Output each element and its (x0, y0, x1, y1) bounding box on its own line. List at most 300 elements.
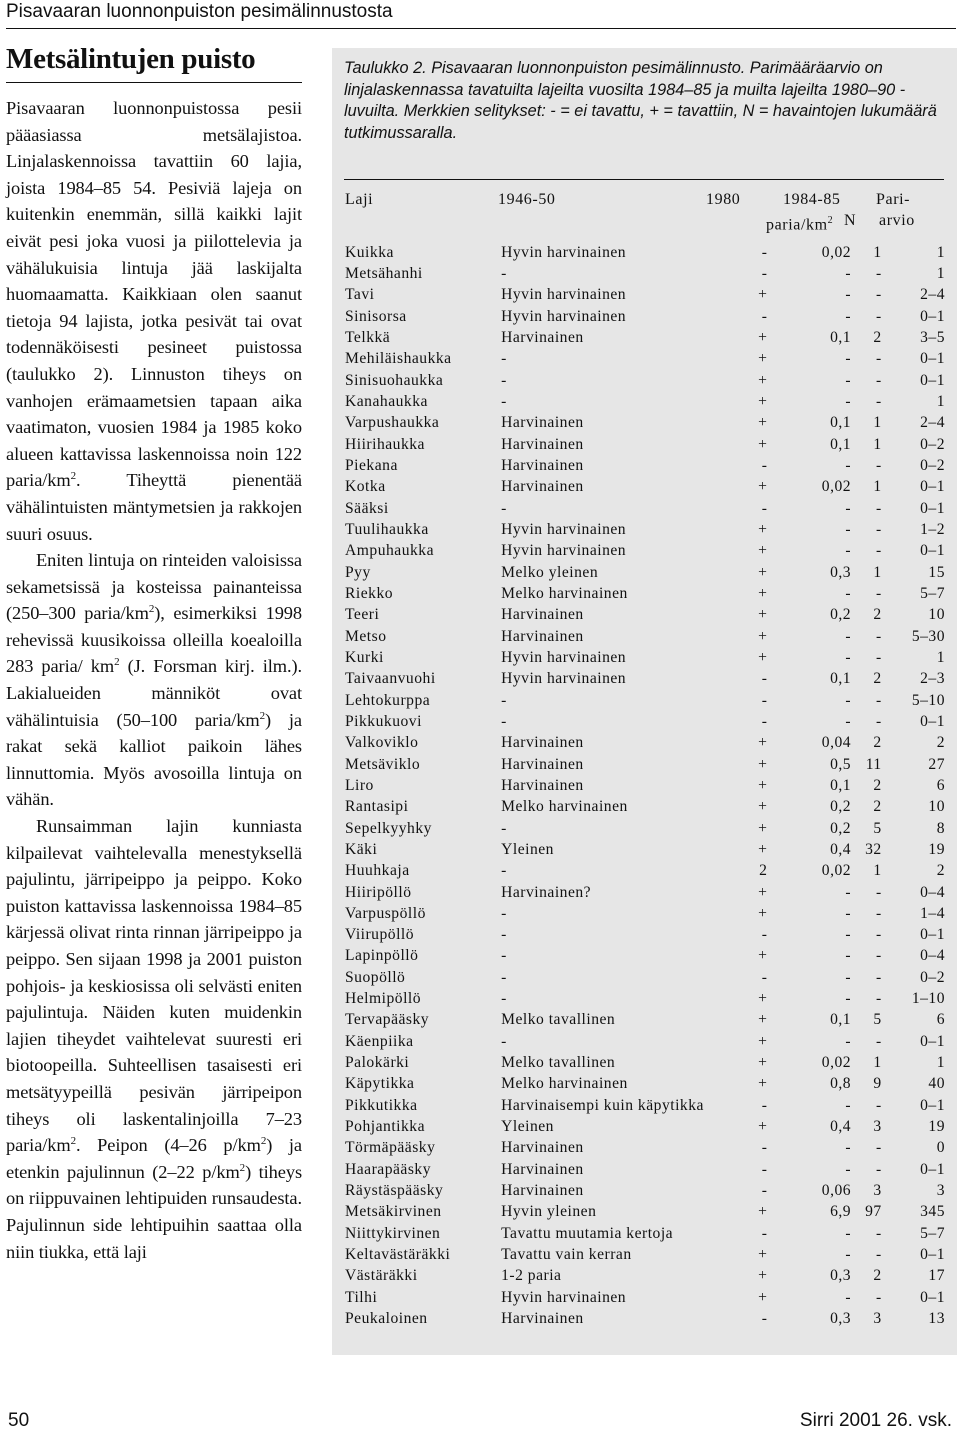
species-name: Suopöllö (345, 968, 406, 986)
density-1984-85: 0,3 (830, 1310, 852, 1328)
observation-count: 1 (873, 435, 882, 453)
species-name: Sääksi (345, 499, 389, 517)
status-1946-50: - (501, 926, 507, 944)
status-1946-50: Melko harvinainen (501, 584, 628, 602)
density-1984-85: 0,4 (830, 840, 852, 858)
pair-estimate: 0–1 (920, 926, 945, 944)
species-name: Metsäkirvinen (345, 1203, 442, 1221)
pair-estimate: 13 (928, 1310, 945, 1328)
observation-count: 2 (873, 734, 882, 752)
species-name: Varpuspöllö (345, 904, 426, 922)
density-1984-85: - (845, 1032, 852, 1050)
density-1984-85: - (845, 264, 852, 282)
species-name: Tuulihaukka (345, 520, 429, 538)
species-name: Västäräkki (345, 1267, 418, 1285)
observation-count: - (876, 883, 882, 901)
pair-estimate: 0 (936, 1139, 945, 1157)
table-row (345, 1202, 945, 1223)
species-name: Lehtokurppa (345, 691, 431, 709)
record-1980: 2 (759, 862, 768, 880)
observation-count: - (876, 904, 882, 922)
record-1980: + (758, 414, 768, 432)
status-1946-50: - (501, 691, 507, 709)
pair-estimate: 1–4 (920, 904, 945, 922)
status-1946-50: Harvinainen (501, 627, 584, 645)
density-1984-85: - (845, 990, 852, 1008)
status-1946-50: - (501, 712, 507, 730)
density-1984-85: 6,9 (830, 1203, 852, 1221)
species-name: Niittykirvinen (345, 1224, 441, 1242)
pair-estimate: 1 (936, 392, 945, 410)
record-1980: + (758, 286, 768, 304)
status-1946-50: - (501, 968, 507, 986)
species-name: Palokärki (345, 1054, 410, 1072)
species-name: Keltavästäräkki (345, 1246, 451, 1264)
record-1980: - (761, 691, 768, 709)
table-row (345, 306, 945, 327)
superscript: 2 (239, 1161, 246, 1174)
pair-estimate: 0–4 (920, 947, 945, 965)
record-1980: + (758, 1203, 768, 1221)
density-1984-85: - (845, 350, 852, 368)
table-row (345, 519, 945, 540)
status-1946-50: Hyvin harvinainen (501, 1288, 627, 1306)
observation-count: - (876, 264, 882, 282)
table-row (345, 477, 945, 498)
table-body (345, 242, 945, 1330)
status-1946-50: Hyvin harvinainen (501, 243, 627, 261)
record-1980: + (758, 798, 768, 816)
pair-estimate: 0–4 (920, 883, 945, 901)
density-1984-85: - (845, 926, 852, 944)
species-name: Räystäspääsky (345, 1182, 444, 1200)
record-1980: + (758, 904, 768, 922)
record-1980: - (761, 1139, 768, 1157)
species-name: Metso (345, 627, 387, 645)
journal-issue: Sirri 2001 26. vsk. (799, 1410, 952, 1431)
observation-count: - (876, 947, 882, 965)
table-row (345, 1266, 945, 1287)
status-1946-50: Hyvin yleinen (501, 1203, 597, 1221)
record-1980: + (758, 563, 768, 581)
pair-estimate: 1 (936, 243, 945, 261)
species-name: Peukaloinen (345, 1310, 428, 1328)
density-1984-85: 0,06 (821, 1182, 852, 1200)
pair-estimate: 3–5 (920, 328, 945, 346)
pair-estimate: 5–10 (911, 691, 945, 709)
species-name: Telkkä (345, 328, 391, 346)
record-1980: + (758, 755, 768, 773)
density-1984-85: - (845, 947, 852, 965)
status-1946-50: Harvinainen (501, 606, 584, 624)
observation-count: 3 (873, 1310, 882, 1328)
table-row (345, 1031, 945, 1052)
density-1984-85: 0,5 (830, 755, 852, 773)
table-row (345, 733, 945, 754)
page-number: 50 (8, 1410, 30, 1431)
record-1980: + (758, 371, 768, 389)
table-panel (332, 48, 957, 1355)
density-1984-85: - (845, 968, 852, 986)
species-name: Tilhi (345, 1288, 378, 1306)
pair-estimate: 1 (936, 1054, 945, 1072)
table-row (345, 391, 945, 412)
species-name: Sepelkyyhky (345, 819, 432, 837)
density-1984-85: 0,2 (830, 819, 852, 837)
status-1946-50: Harvinainen (501, 755, 584, 773)
pair-estimate: 0–1 (920, 1288, 945, 1306)
observation-count: - (876, 520, 882, 538)
density-1984-85: 0,3 (830, 563, 852, 581)
status-1946-50: Harvinainen (501, 456, 584, 474)
observation-count: 97 (865, 1203, 882, 1221)
status-1946-50: Harvinainen (501, 1160, 584, 1178)
paragraph-2 (6, 547, 302, 813)
superscript: 2 (70, 1135, 76, 1148)
species-name: Kanahaukka (345, 392, 428, 410)
status-1946-50: Harvinainen? (501, 883, 592, 901)
pair-estimate: 10 (928, 606, 945, 624)
density-1984-85: - (845, 286, 852, 304)
record-1980: + (758, 520, 768, 538)
status-1946-50: Harvinainen (501, 328, 584, 346)
status-1946-50: Tavattu vain kerran (501, 1246, 632, 1264)
status-1946-50: - (501, 862, 507, 880)
pair-estimate: 2–4 (920, 286, 945, 304)
pair-estimate: 0–1 (920, 1246, 945, 1264)
observation-count: 5 (873, 1011, 882, 1029)
status-1946-50: Hyvin harvinainen (501, 542, 627, 560)
species-name: Haarapääsky (345, 1160, 432, 1178)
record-1980: + (758, 435, 768, 453)
table-row (345, 1074, 945, 1095)
record-1980: + (758, 1246, 768, 1264)
observation-count: - (876, 1288, 882, 1306)
superscript: 2 (70, 470, 76, 483)
species-name: Riekko (345, 584, 394, 602)
status-1946-50: Melko harvinainen (501, 1075, 628, 1093)
table-row (345, 903, 945, 924)
observation-count: 2 (873, 670, 882, 688)
table-row (345, 1287, 945, 1308)
paragraph-2-c: (J. Forsman kirj. ilm.). Lakialueiden männiköt ovat vähälintuisia (50–100 paria/km (6, 656, 302, 730)
record-1980: + (758, 542, 768, 560)
header-unit-text: paria/km (766, 216, 828, 234)
pair-estimate: 0–1 (920, 371, 945, 389)
pair-estimate: 0–1 (920, 1160, 945, 1178)
table-row (345, 839, 945, 860)
density-1984-85: 0,1 (830, 776, 852, 794)
species-name: Pyy (345, 563, 371, 581)
status-1946-50: Harvinainen (501, 435, 584, 453)
observation-count: - (876, 456, 882, 474)
species-name: Törmäpääsky (345, 1139, 436, 1157)
superscript: 2 (260, 1135, 267, 1148)
species-name: Tervapääsky (345, 1011, 430, 1029)
status-1946-50: Hyvin harvinainen (501, 286, 627, 304)
status-1946-50: Harvinainen (501, 1182, 584, 1200)
observation-count: 1 (873, 563, 882, 581)
table-row (345, 925, 945, 946)
record-1980: + (758, 1118, 768, 1136)
status-1946-50: Harvinainen (501, 414, 584, 432)
record-1980: - (761, 456, 768, 474)
species-name: Pohjantikka (345, 1118, 425, 1136)
species-name: Taivaanvuohi (345, 670, 436, 688)
observation-count: - (876, 499, 882, 517)
table-row (345, 583, 945, 604)
density-1984-85: - (845, 307, 852, 325)
pair-estimate: 0–2 (920, 435, 945, 453)
density-1984-85: - (845, 499, 852, 517)
pair-estimate: 3 (936, 1182, 945, 1200)
status-1946-50: Melko tavallinen (501, 1054, 616, 1072)
header-pari: Pari- (876, 191, 911, 208)
header-1946-50: 1946-50 (498, 191, 556, 208)
pair-estimate: 6 (936, 776, 945, 794)
pair-estimate: 0–2 (920, 456, 945, 474)
species-name: Huuhkaja (345, 862, 410, 880)
pair-estimate: 15 (928, 563, 945, 581)
table-row (345, 1244, 945, 1265)
density-1984-85: 0,2 (830, 798, 852, 816)
status-1946-50: Melko harvinainen (501, 798, 628, 816)
record-1980: + (758, 1054, 768, 1072)
density-1984-85: 0,1 (830, 1011, 852, 1029)
observation-count: 2 (873, 328, 882, 346)
observation-count: 2 (873, 1267, 882, 1285)
observation-count: - (876, 392, 882, 410)
observation-count: - (876, 1096, 882, 1114)
density-1984-85: 0,02 (821, 1054, 852, 1072)
observation-count: - (876, 926, 882, 944)
breeding-bird-table (345, 242, 945, 1330)
status-1946-50: Harvinainen (501, 478, 584, 496)
table-row (345, 647, 945, 668)
table-row (345, 1308, 945, 1329)
status-1946-50: Harvinainen (501, 1139, 584, 1157)
density-1984-85: 0,02 (821, 478, 852, 496)
species-name: Kuikka (345, 243, 394, 261)
species-name: Metsähanhi (345, 264, 423, 282)
pair-estimate: 0–1 (920, 499, 945, 517)
density-1984-85: 0,04 (821, 734, 852, 752)
species-name: Pikkutikka (345, 1096, 418, 1114)
observation-count: 3 (873, 1118, 882, 1136)
status-1946-50: Tavattu muutamia kertoja (501, 1224, 674, 1242)
record-1980: + (758, 734, 768, 752)
table-row (345, 370, 945, 391)
density-1984-85: 0,2 (830, 606, 852, 624)
observation-count: 9 (873, 1075, 882, 1093)
paragraph-3-a: Runsaimman lajin kunniasta kilpailevat vaihtelevalla menestyksellä pajulintu, järripeippo ja peippo. Koko puiston kattavissa laskennoissa 1984–85 kärjessä olivat rinta rinnan järripeippo ja peippo. Sen sijaan 1998 ja 2001 puiston pohjois- ja keskiosissa oli selvästi eniten pajulintuja. Näiden kuten muidenkin lajien tiheydet vaihtelevat suuresti eri biotoopeilla. Suhteellisen tasaisesti eri metsätyypeillä pesivän järripeipon tiheys oli laskentalinjoilla 7–23 paria/km (6, 816, 302, 1156)
header-1980: 1980 (706, 191, 741, 208)
pair-estimate: 0–1 (920, 712, 945, 730)
species-name: Helmipöllö (345, 990, 422, 1008)
record-1980: - (761, 243, 768, 261)
table-row (345, 669, 945, 690)
record-1980: - (761, 307, 768, 325)
observation-count: 5 (873, 819, 882, 837)
observation-count: - (876, 648, 882, 666)
species-name: Lapinpöllö (345, 947, 419, 965)
record-1980: + (758, 648, 768, 666)
species-name: Tavi (345, 286, 375, 304)
status-1946-50: - (501, 947, 507, 965)
species-name: Sinisuohaukka (345, 371, 444, 389)
pair-estimate: 10 (928, 798, 945, 816)
record-1980: + (758, 606, 768, 624)
species-name: Mehiläishaukka (345, 350, 452, 368)
species-name: Metsäviklo (345, 755, 421, 773)
pair-estimate: 345 (920, 1203, 945, 1221)
observation-count: - (876, 691, 882, 709)
record-1980: + (758, 1267, 768, 1285)
table-row (345, 349, 945, 370)
table-row (345, 1180, 945, 1201)
record-1980: - (761, 1096, 768, 1114)
pair-estimate: 5–7 (920, 584, 945, 602)
pair-estimate: 40 (928, 1075, 945, 1093)
pair-estimate: 0–1 (920, 350, 945, 368)
record-1980: - (761, 968, 768, 986)
table-row (345, 541, 945, 562)
species-name: Hiirihaukka (345, 435, 425, 453)
table-row (345, 988, 945, 1009)
record-1980: + (758, 840, 768, 858)
paragraph-3-d: ) tiheys on riippuvainen lehtipuiden runsaudesta. Pajulinnun side lehtipuihin saattaa olla niin tiukka, että laji (6, 1161, 302, 1262)
pair-estimate: 1–10 (911, 990, 945, 1008)
header-unit (766, 211, 833, 235)
record-1980: + (758, 776, 768, 794)
paragraph-2-b: ), esimerkiksi 1998 rehevissä kuusikoissa olleilla koealoilla 283 paria/ km (6, 603, 302, 677)
pair-estimate: 1 (936, 648, 945, 666)
density-1984-85: - (845, 1096, 852, 1114)
superscript: 2 (148, 603, 155, 616)
record-1980: - (761, 1182, 768, 1200)
status-1946-50: Hyvin harvinainen (501, 670, 627, 688)
pair-estimate: 0–1 (920, 307, 945, 325)
header-1984-85: 1984-85 (783, 191, 841, 208)
observation-count: 2 (873, 606, 882, 624)
observation-count: - (876, 1139, 882, 1157)
table-row (345, 562, 945, 583)
table-row (345, 690, 945, 711)
density-1984-85: - (845, 712, 852, 730)
density-1984-85: - (845, 1246, 852, 1264)
paragraph-2-a: Eniten lintuja on rinteiden valoisissa sekametsissä ja kosteissa painanteissa (250–300 paria/km (6, 550, 302, 624)
observation-count: - (876, 350, 882, 368)
species-name: Pikkukuovi (345, 712, 422, 730)
observation-count: - (876, 1246, 882, 1264)
species-name: Käenpiika (345, 1032, 414, 1050)
density-1984-85: - (845, 1160, 852, 1178)
density-1984-85: - (845, 1224, 852, 1242)
observation-count: - (876, 1224, 882, 1242)
superscript: 2 (114, 656, 120, 669)
status-1946-50: Hyvin harvinainen (501, 307, 627, 325)
record-1980: + (758, 350, 768, 368)
pair-estimate: 19 (928, 1118, 945, 1136)
record-1980: - (761, 670, 768, 688)
table-row (345, 1138, 945, 1159)
paragraph-1-text: Pisavaaran luonnonpuistossa pesii pääasiassa metsälajistoa. Linjalaskennoissa tavattiin 60 lajia, joista 1984–85 54. Pesiviä lajeja on kuitenkin enemmän, sillä kaikki lajit eivät pesi joka vuosi ja piilottelevia ja vähälukuisia lintuja jää laskijalta huomaamatta. Kaikkiaan olen saanut tietoja 94 lajista, jotka pesivät tai ovat todennäköisesti pesineet puistossa (taulukko 2). Linnuston tiheys on vanhojen erämaametsien tapaan aika vaatimaton, vuosien 1984 ja 1985 koko alueen kattavissa laskennoissa noin 122 paria/km (6, 98, 302, 491)
pair-estimate: 1–2 (920, 520, 945, 538)
record-1980: - (761, 1224, 768, 1242)
observation-count: 11 (865, 755, 882, 773)
pair-estimate: 0–2 (920, 968, 945, 986)
status-1946-50: Yleinen (501, 1118, 554, 1136)
status-1946-50: - (501, 990, 507, 1008)
observation-count: 1 (873, 1054, 882, 1072)
table-row (345, 498, 945, 519)
observation-count: - (876, 712, 882, 730)
density-1984-85: - (845, 520, 852, 538)
species-name: Piekana (345, 456, 398, 474)
pair-estimate: 0–1 (920, 478, 945, 496)
status-1946-50: - (501, 819, 507, 837)
observation-count: 1 (873, 414, 882, 432)
status-1946-50: Harvinainen (501, 776, 584, 794)
observation-count: - (876, 371, 882, 389)
status-1946-50: Melko yleinen (501, 563, 599, 581)
table-row (345, 1116, 945, 1137)
table-row (345, 861, 945, 882)
density-1984-85: - (845, 648, 852, 666)
table-row (345, 818, 945, 839)
density-1984-85: - (845, 542, 852, 560)
observation-count: 2 (873, 776, 882, 794)
species-name: Sinisorsa (345, 307, 407, 325)
species-name: Valkoviklo (345, 734, 419, 752)
status-1946-50: Harvinainen (501, 1310, 584, 1328)
paragraph-3-b: . Peipon (4–26 p/km (75, 1135, 261, 1156)
status-1946-50: - (501, 392, 507, 410)
record-1980: + (758, 1032, 768, 1050)
species-name: Kurki (345, 648, 384, 666)
status-1946-50: 1-2 paria (501, 1267, 562, 1285)
density-1984-85: - (845, 883, 852, 901)
status-1946-50: Harvinaisempi kuin käpytikka (501, 1096, 704, 1114)
header-arvio: arvio (879, 212, 915, 229)
density-1984-85: - (845, 456, 852, 474)
status-1946-50: - (501, 499, 507, 517)
record-1980: + (758, 1288, 768, 1306)
record-1980: - (761, 1160, 768, 1178)
header-laji: Laji (345, 191, 374, 208)
observation-count: - (876, 307, 882, 325)
observation-count: - (876, 1032, 882, 1050)
pair-estimate: 5–30 (911, 627, 945, 645)
record-1980: + (758, 584, 768, 602)
species-name: Rantasipi (345, 798, 409, 816)
record-1980: + (758, 883, 768, 901)
table-caption: Taulukko 2. Pisavaaran luonnonpuiston pesimälinnusto. Parimääräarvio on linjalaskennassa tavatuilta lajeilta vuosilta 1984–85 ja muilta lajeilta 1980–90 - luvuilta. Merkkien selitykset: - = ei tavattu, + = tavattiin, N = havaintojen lukumäärä tutkimussaralla. (344, 59, 937, 142)
table-row (345, 1052, 945, 1073)
status-1946-50: - (501, 1032, 507, 1050)
observation-count: 1 (873, 243, 882, 261)
table-row (345, 285, 945, 306)
pair-estimate: 19 (928, 840, 945, 858)
observation-count: 32 (865, 840, 882, 858)
density-1984-85: 0,02 (821, 243, 852, 261)
pair-estimate: 27 (928, 755, 945, 773)
paragraph-3-c: ) ja etenkin pajulinnun (2–22 p/km (6, 1135, 302, 1182)
density-1984-85: 0,1 (830, 670, 852, 688)
density-1984-85: - (845, 904, 852, 922)
header-n: N (844, 212, 857, 229)
density-1984-85: 0,8 (830, 1075, 852, 1093)
